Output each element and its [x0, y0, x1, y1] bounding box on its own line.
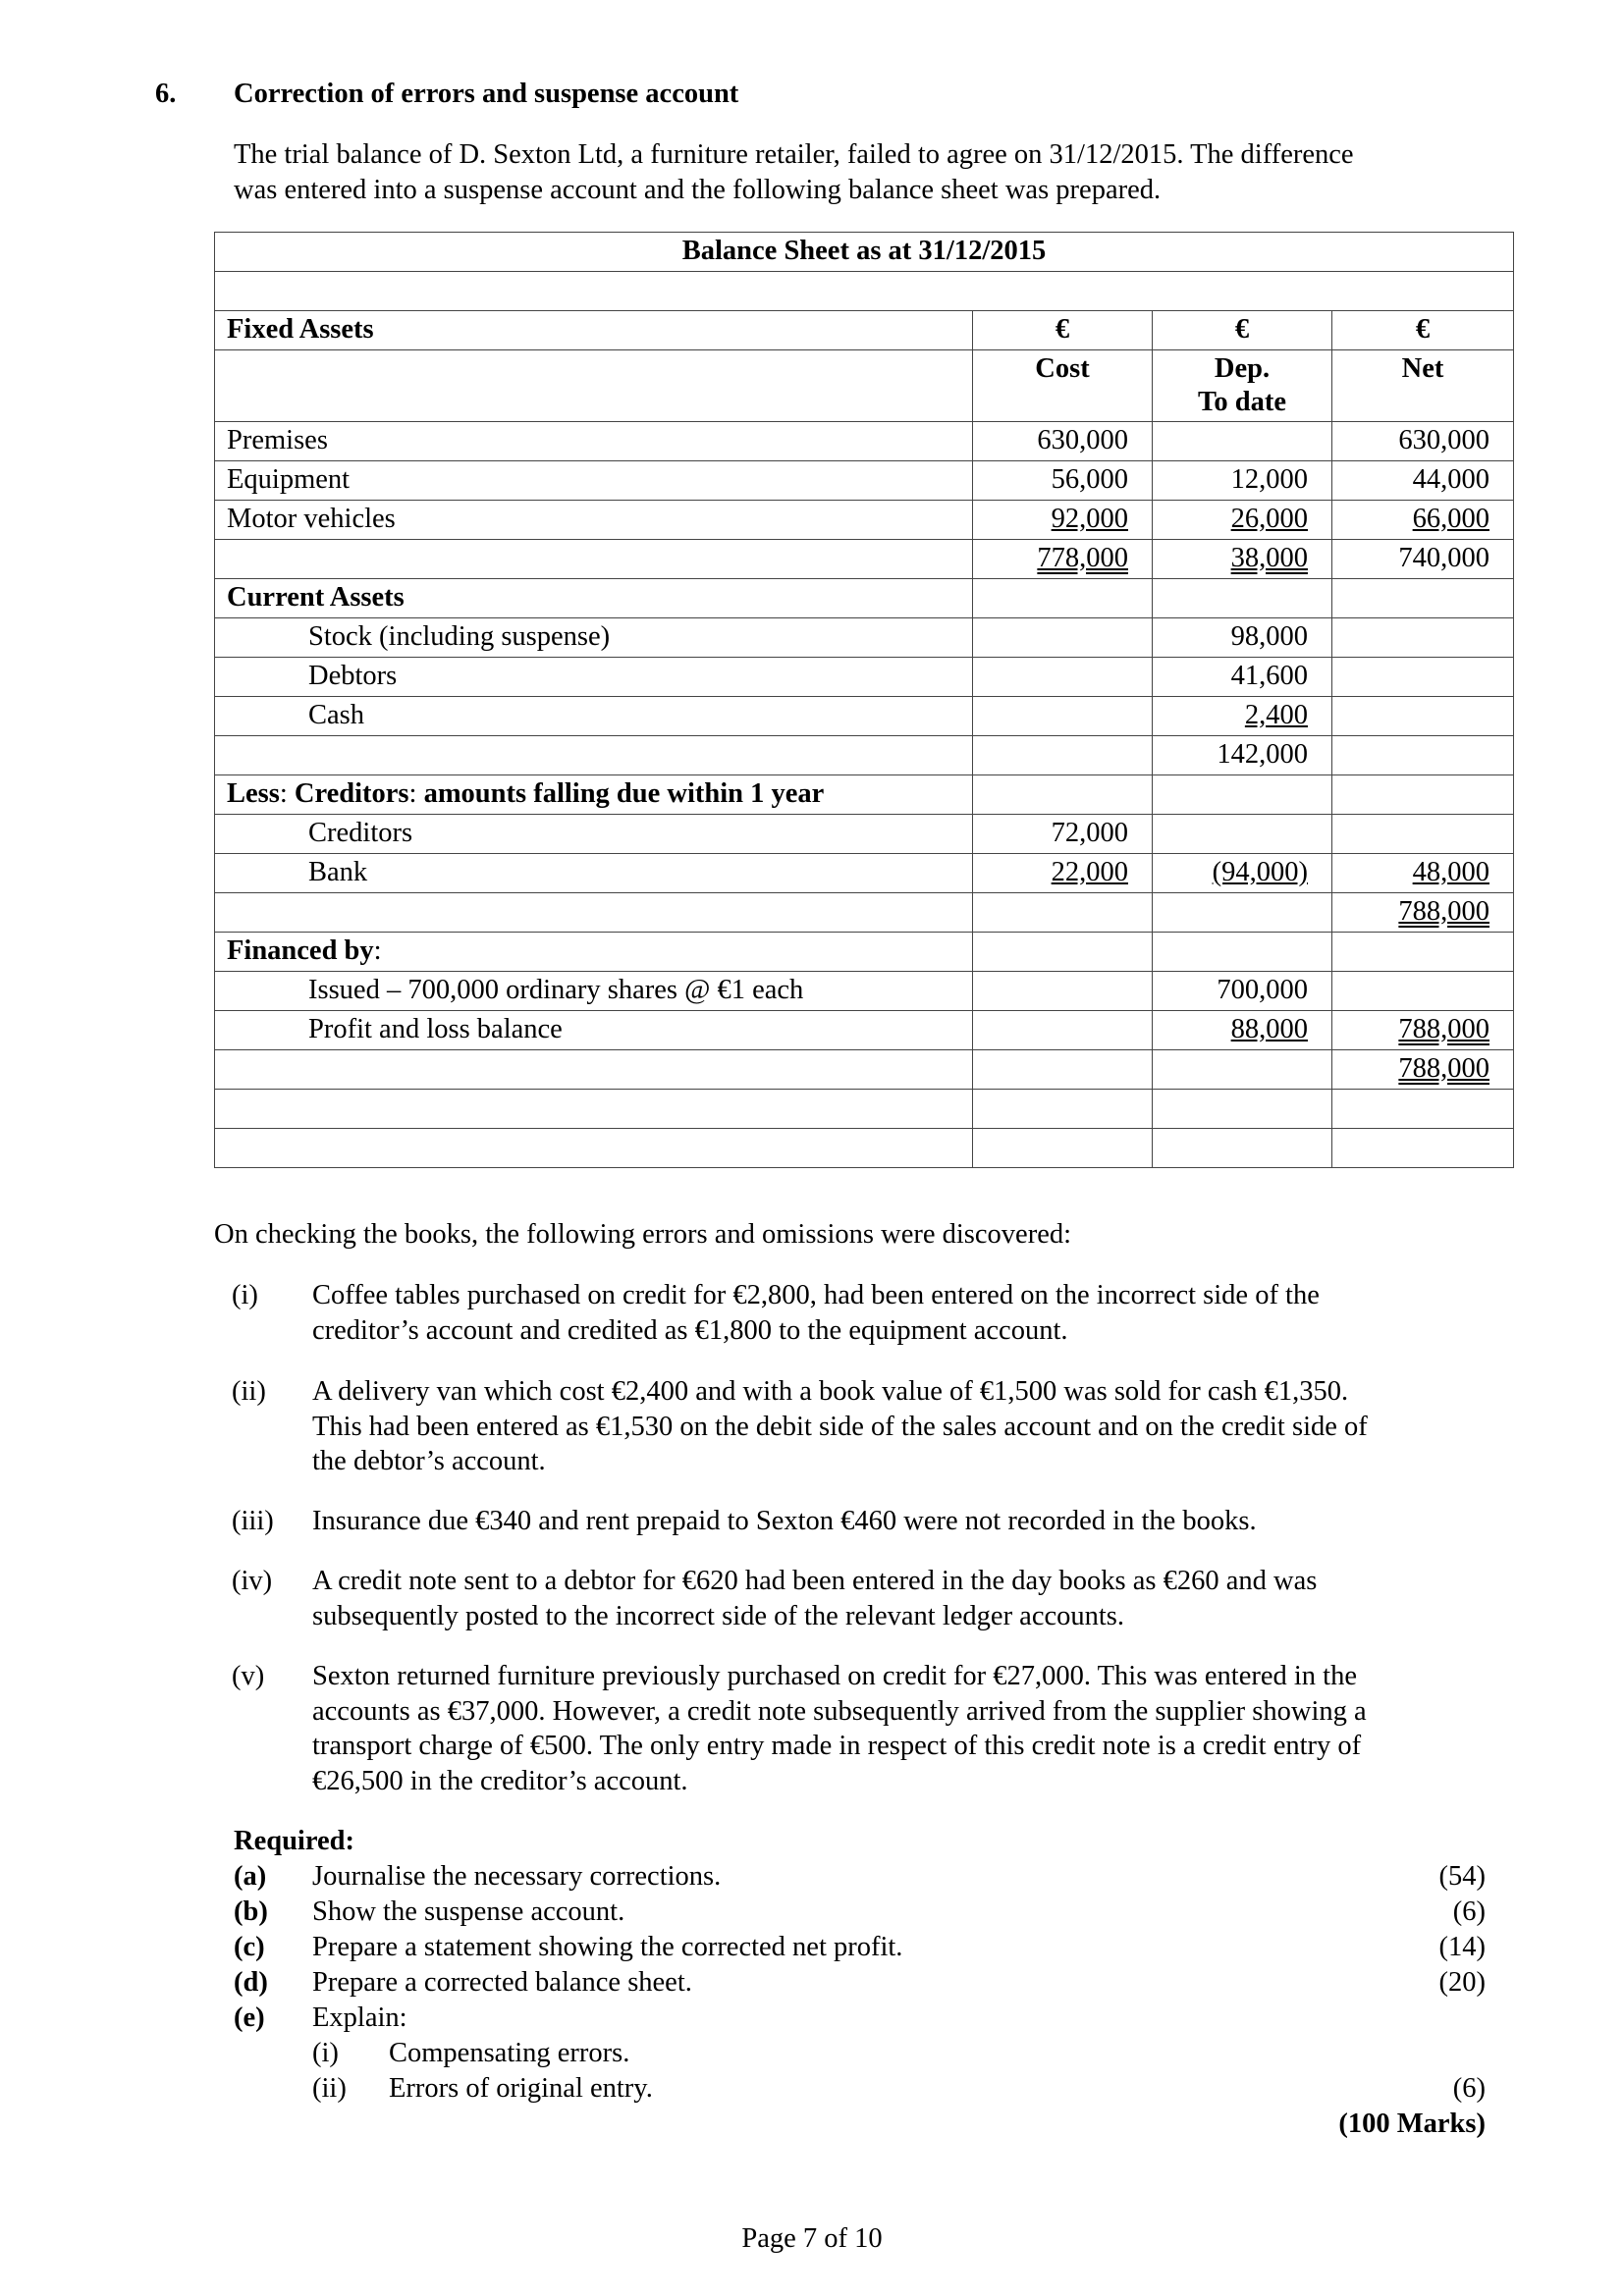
required-marks: (6) — [1452, 1896, 1486, 1927]
table-cell — [215, 893, 973, 933]
error-line: A credit note sent to a debtor for €620 had been entered in the day books as €260 and was — [312, 1566, 1318, 1596]
required-sub-label: (ii) — [312, 2073, 347, 2104]
current-asset-value — [1153, 697, 1332, 736]
liability-name: Bank — [215, 854, 973, 893]
error-line: creditor’s account and credited as €1,800 to the equipment account. — [312, 1314, 1068, 1346]
table-row — [215, 933, 1514, 972]
asset-cost-value: 92,000 — [1051, 504, 1128, 534]
financing-name: Profit and loss balance — [215, 1011, 973, 1050]
error-item — [232, 1564, 1518, 1633]
error-text — [312, 1278, 1518, 1348]
table-row — [215, 1050, 1514, 1090]
table-cell — [1153, 775, 1332, 815]
asset-net-value: 66,000 — [1412, 504, 1489, 534]
table-row — [215, 775, 1514, 815]
table-cell — [1332, 697, 1514, 736]
error-item — [232, 1659, 1518, 1799]
error-line: the debtor’s account. — [312, 1446, 546, 1477]
financing-total-2-value: 788,000 — [1398, 1053, 1489, 1084]
table-cell — [973, 697, 1153, 736]
liability-value — [973, 854, 1153, 893]
financing-name: Issued – 700,000 ordinary shares @ €1 each — [215, 972, 973, 1011]
table-row — [215, 350, 1514, 422]
asset-net — [1332, 501, 1514, 540]
currency-symbol: € — [1332, 311, 1514, 350]
fixed-assets-heading: Fixed Assets — [215, 311, 973, 350]
fixed-total-dep-value: 38,000 — [1230, 543, 1308, 573]
table-cell — [973, 736, 1153, 775]
creditors-heading-rest: amounts falling due within 1 year — [423, 778, 825, 809]
financed-label: Financed by — [227, 935, 374, 966]
error-line: transport charge of €500. The only entry made in respect of this credit note is a credit entry of — [312, 1731, 1362, 1762]
required-item — [234, 1930, 1486, 1965]
asset-name: Motor vehicles — [215, 501, 973, 540]
working-capital-value: 48,000 — [1412, 857, 1489, 887]
asset-dep: 12,000 — [1153, 461, 1332, 501]
financing-total-2 — [1332, 1050, 1514, 1090]
current-asset-name: Stock (including suspense) — [215, 618, 973, 658]
required-text: Prepare a corrected balance sheet. — [312, 1967, 692, 1998]
table-cell — [215, 1050, 973, 1090]
table-cell — [973, 1129, 1153, 1168]
table-cell — [1153, 1050, 1332, 1090]
current-assets-total: 142,000 — [1153, 736, 1332, 775]
table-row — [215, 501, 1514, 540]
asset-net: 630,000 — [1332, 422, 1514, 461]
table-row — [215, 461, 1514, 501]
financing-value: 700,000 — [1153, 972, 1332, 1011]
required-label: (c) — [234, 1932, 265, 1962]
total-marks: (100 Marks) — [1338, 2109, 1486, 2139]
required-text: Explain: — [312, 2002, 407, 2033]
liability-value: 72,000 — [973, 815, 1153, 854]
required-label: (e) — [234, 2002, 265, 2033]
intro-line: The trial balance of D. Sexton Ltd, a furniture retailer, failed to agree on 31/12/2015. The difference — [234, 139, 1354, 170]
table-row — [215, 972, 1514, 1011]
working-capital — [1332, 854, 1514, 893]
page-footer: Page 7 of 10 — [741, 2223, 883, 2254]
table-cell — [973, 972, 1153, 1011]
current-asset-name: Debtors — [215, 658, 973, 697]
column-header-dep-line2: To date — [1197, 387, 1286, 417]
table-cell — [215, 1090, 973, 1129]
required-label: (a) — [234, 1861, 267, 1892]
required-marks: (54) — [1438, 1861, 1486, 1892]
column-header-dep — [1153, 350, 1332, 422]
table-row — [215, 540, 1514, 579]
liabilities-heading: Less: Creditors: amounts falling due within 1 year — [215, 775, 973, 815]
table-cell — [1332, 815, 1514, 854]
error-label: (iii) — [232, 1506, 274, 1536]
liabilities-total — [1153, 854, 1332, 893]
table-cell — [1332, 775, 1514, 815]
required-heading: Required — [234, 1826, 346, 1856]
table-cell — [1332, 579, 1514, 618]
asset-net: 44,000 — [1332, 461, 1514, 501]
fixed-total-dep — [1153, 540, 1332, 579]
column-header-dep-line1: Dep. — [1214, 353, 1271, 384]
column-header-cost: Cost — [973, 350, 1153, 422]
error-text — [312, 1564, 1518, 1633]
column-header-net: Net — [1332, 350, 1514, 422]
table-cell — [973, 893, 1153, 933]
required-sub-label: (i) — [312, 2038, 339, 2068]
financing-total — [1332, 1011, 1514, 1050]
intro-line: was entered into a suspense account and the following balance sheet was prepared. — [234, 174, 1162, 205]
balance-sheet-table — [214, 232, 1514, 1168]
asset-name: Premises — [215, 422, 973, 461]
asset-cost — [973, 501, 1153, 540]
table-cell — [973, 658, 1153, 697]
required-label: (b) — [234, 1896, 268, 1927]
table-row — [215, 815, 1514, 854]
error-line: accounts as €37,000. However, a credit note subsequently arrived from the supplier showing a — [312, 1695, 1367, 1727]
error-line: subsequently posted to the incorrect side of the relevant ledger accounts. — [312, 1600, 1125, 1631]
question-intro — [234, 137, 1500, 207]
error-text — [312, 1504, 1518, 1539]
financing-value-text: 88,000 — [1230, 1014, 1308, 1044]
financing-total-value: 788,000 — [1398, 1014, 1489, 1044]
table-cell — [1332, 933, 1514, 972]
required-marks: (14) — [1438, 1932, 1486, 1962]
table-cell — [215, 350, 973, 422]
error-label: (i) — [232, 1280, 258, 1310]
table-cell — [1153, 815, 1332, 854]
error-label: (v) — [232, 1661, 265, 1691]
current-assets-heading: Current Assets — [215, 579, 973, 618]
required-sub-item — [234, 2071, 1486, 2107]
currency-symbol: € — [1153, 311, 1332, 350]
table-cell — [1153, 933, 1332, 972]
current-asset-value: 41,600 — [1153, 658, 1332, 697]
error-text — [312, 1659, 1518, 1799]
fixed-total-cost-value: 778,000 — [1037, 543, 1128, 573]
table-cell — [973, 1090, 1153, 1129]
required-sub-marks: (6) — [1452, 2073, 1486, 2104]
error-text — [312, 1374, 1518, 1479]
table-cell — [1332, 618, 1514, 658]
current-asset-name: Cash — [215, 697, 973, 736]
table-cell — [1153, 1090, 1332, 1129]
required-heading-text: Required: — [234, 1826, 354, 1856]
financing-value — [1153, 1011, 1332, 1050]
less-label: Less — [227, 778, 280, 809]
table-cell — [1332, 972, 1514, 1011]
table-cell — [215, 272, 1514, 311]
required-text: Prepare a statement showing the corrected net profit. — [312, 1932, 903, 1962]
table-cell — [973, 1050, 1153, 1090]
required-text: Show the suspense account. — [312, 1896, 625, 1927]
table-cell — [973, 775, 1153, 815]
table-cell — [1332, 658, 1514, 697]
table-cell — [1332, 1129, 1514, 1168]
liability-name: Creditors — [215, 815, 973, 854]
asset-name: Equipment — [215, 461, 973, 501]
total-marks-row — [234, 2107, 1486, 2142]
financed-heading: Financed by: — [215, 933, 973, 972]
table-row — [215, 233, 1514, 272]
table-row — [215, 697, 1514, 736]
table-row — [215, 1011, 1514, 1050]
current-asset-value-text: 2,400 — [1244, 700, 1308, 730]
current-asset-value: 98,000 — [1153, 618, 1332, 658]
errors-intro: On checking the books, the following errors and omissions were discovered: — [214, 1219, 1072, 1250]
table-row — [215, 579, 1514, 618]
table-cell — [1153, 1129, 1332, 1168]
table-row — [215, 1090, 1514, 1129]
liabilities-total-value: (94,000) — [1212, 857, 1308, 887]
error-line: Insurance due €340 and rent prepaid to Sexton €460 were not recorded in the books. — [312, 1506, 1257, 1536]
table-cell — [1153, 579, 1332, 618]
table-cell — [1332, 736, 1514, 775]
required-sub-item — [234, 2036, 1486, 2071]
table-row — [215, 1129, 1514, 1168]
table-row — [215, 618, 1514, 658]
currency-symbol: € — [973, 311, 1153, 350]
error-line: Coffee tables purchased on credit for €2,800, had been entered on the incorrect side of the — [312, 1280, 1320, 1310]
required-item — [234, 1859, 1486, 1895]
required-text: Journalise the necessary corrections. — [312, 1861, 722, 1892]
asset-dep-value: 26,000 — [1230, 504, 1308, 534]
fixed-total-net: 740,000 — [1332, 540, 1514, 579]
error-label: (iv) — [232, 1566, 273, 1596]
asset-dep — [1153, 422, 1332, 461]
question-number: 6. — [155, 79, 177, 109]
required-item — [234, 1895, 1486, 1930]
table-row — [215, 311, 1514, 350]
error-line: €26,500 in the creditor’s account. — [312, 1765, 688, 1796]
fixed-total-cost — [973, 540, 1153, 579]
error-item — [232, 1374, 1518, 1479]
error-line: This had been entered as €1,530 on the debit side of the sales account and on the credit side of — [312, 1411, 1368, 1442]
table-cell — [1332, 1090, 1514, 1129]
question-title: Correction of errors and suspense account — [234, 79, 739, 109]
asset-cost: 56,000 — [973, 461, 1153, 501]
table-cell — [215, 736, 973, 775]
error-item — [232, 1504, 1518, 1539]
required-section — [234, 1824, 1486, 2142]
table-row — [215, 893, 1514, 933]
required-marks: (20) — [1438, 1967, 1486, 1998]
error-item — [232, 1278, 1518, 1348]
asset-cost: 630,000 — [973, 422, 1153, 461]
asset-dep — [1153, 501, 1332, 540]
balance-sheet-title: Balance Sheet as at 31/12/2015 — [215, 233, 1514, 272]
table-cell — [973, 933, 1153, 972]
table-row — [215, 854, 1514, 893]
table-cell — [973, 1011, 1153, 1050]
table-cell — [973, 579, 1153, 618]
table-cell — [1153, 893, 1332, 933]
liability-value-text: 22,000 — [1051, 857, 1128, 887]
table-row — [215, 658, 1514, 697]
required-heading-row — [234, 1824, 1486, 1859]
table-cell — [215, 540, 973, 579]
required-item — [234, 2001, 1486, 2036]
table-row — [215, 272, 1514, 311]
net-assets-value: 788,000 — [1398, 896, 1489, 927]
net-assets — [1332, 893, 1514, 933]
creditors-heading: Creditors — [294, 778, 409, 809]
table-cell — [215, 1129, 973, 1168]
error-line: Sexton returned furniture previously purchased on credit for €27,000. This was entered in the — [312, 1661, 1357, 1691]
table-row — [215, 736, 1514, 775]
error-line: A delivery van which cost €2,400 and with a book value of €1,500 was sold for cash €1,350. — [312, 1376, 1349, 1407]
required-label: (d) — [234, 1967, 268, 1998]
required-item — [234, 1965, 1486, 2001]
table-row — [215, 422, 1514, 461]
required-sub-text: Compensating errors. — [389, 2038, 630, 2068]
table-cell — [973, 618, 1153, 658]
required-sub-text: Errors of original entry. — [389, 2073, 653, 2104]
error-label: (ii) — [232, 1376, 266, 1407]
